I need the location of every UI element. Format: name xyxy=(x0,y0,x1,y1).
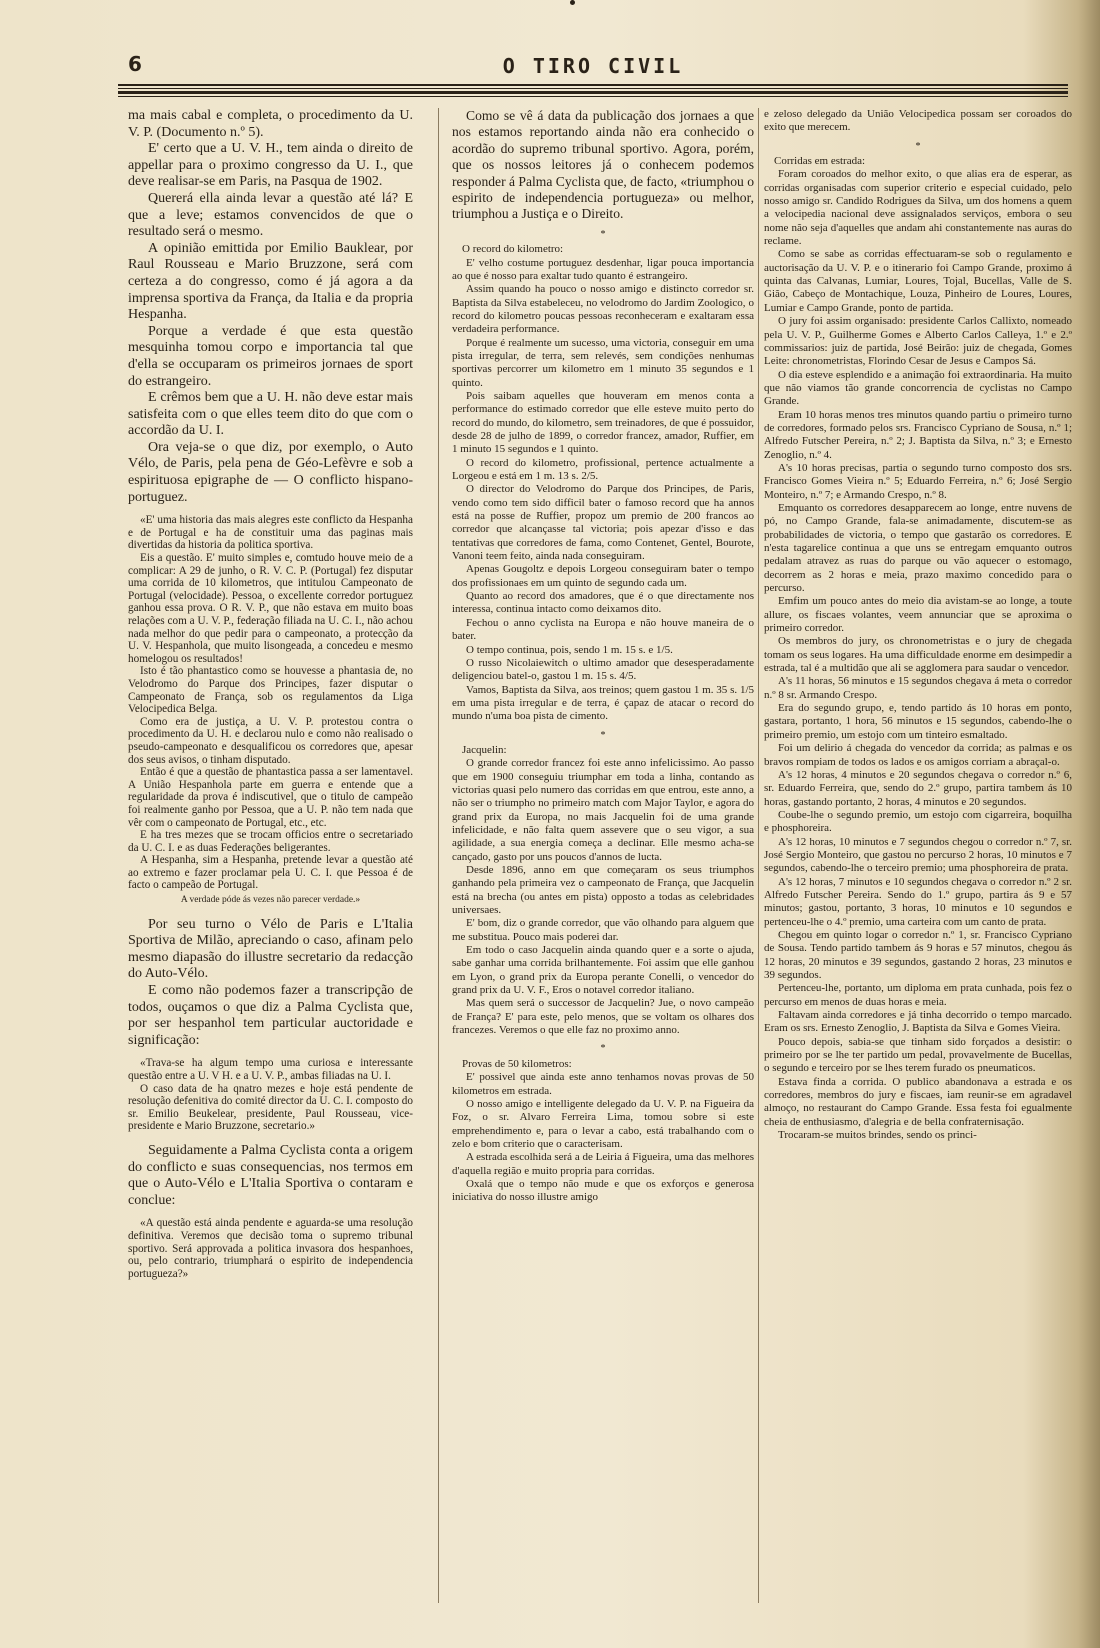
paragraph: Por seu turno o Vélo de Paris e L'Italia Sportiva de Milão, apreciando o caso, afinam pelo mesmo diapasão do illustre secretario da redacção do Auto-Vélo. xyxy=(128,916,413,982)
paragraph: E' bom, diz o grande corredor, que vão olhando para alguem que me substitua. Pouco mais poderei dar. xyxy=(452,917,754,943)
quotation-conclusion xyxy=(128,1217,413,1280)
quote-paragraph: «E' uma historia das mais alegres este conflicto da Hespanha e de Portugal e ha de constituir uma das paginas mais divertidas da historia da politica sportiva. xyxy=(128,514,413,552)
paragraph: Em todo o caso Jacquelin ainda quando quer e a sorte o ajuda, sabe ganhar uma corrida brilhantemente. Foi assim que elle ganhou em Lyon, o grand prix da Europa perante Conelli, o vencedor do grand prix da U. V. F., Eros o notavel corredor italiano. xyxy=(452,944,754,997)
paragraph: Emfim um pouco antes do meio dia avistam-se ao longe, a toute allure, os fiscaes volantes, veem annunciar que se aproxima o primeiro corredor. xyxy=(764,595,1072,635)
paragraph: A's 11 horas, 56 minutos e 15 segundos chegava á meta o corredor n.º 8 sr. Armando Crespo. xyxy=(764,675,1072,701)
quote-paragraph: A Hespanha, sim a Hespanha, pretende levar a questão até ao extremo e fazer proclamar pela U. C. I. que Pessoa é de facto o campeão de Portugal. xyxy=(128,854,413,892)
column-2 xyxy=(452,108,754,1636)
section-heading: Jacquelin: xyxy=(462,743,507,756)
paragraph: Foram coroados do melhor exito, o que alias era de esperar, as corridas organisadas com superior criterio e especial cuidado, pelo nosso amigo sr. Candido Rodrigues da Silva, um dos homens a quem a velocipedia nacional deve assignalados serviços, embora o seu nome não seja d'aquelles que andam ahi constantemente nas auras do reclame. xyxy=(764,168,1072,248)
paragraph: Pertenceu-lhe, portanto, um diploma em prata cunhada, pois fez o percurso em menos de duas horas e meia. xyxy=(764,982,1072,1008)
section-separator: * xyxy=(600,228,606,240)
paragraph: Porque a verdade é que esta questão mesquinha tomou corpo e importancia tal que d'ella se occuparam os primeiros jornaes de sport do estrangeiro. xyxy=(128,323,413,389)
paragraph: E como não podemos fazer a transcripção de todos, ouçamos o que diz a Palma Cyclista que, por ser hespanhol tem particular auctoridade e significação: xyxy=(128,983,413,1048)
paragraph: A's 10 horas precisas, partia o segundo turno composto dos srs. Francisco Gomes Vieira n.º 5; Eduardo Ferreira, n.º 6; José Sergio Monteiro, n.º 7; e Armando Crespo, n.º 8. xyxy=(764,461,1072,501)
paragraph: Seguidamente a Palma Cyclista conta a origem do conflicto e suas consequencias, nos termos em que o Auto-Vélo e L'Italia Sportiva o contaram e conclue: xyxy=(128,1142,413,1208)
quote-paragraph: «Trava-se ha algum tempo uma curiosa e interessante questão entre a U. V H. e a U. V. P., ambas filiadas na U. I. xyxy=(128,1057,413,1082)
paragraph: Foi um delirio á chegada do vencedor da corrida; as palmas e os bravos rompiam de todos os lados e os amigos corriam a abraçal-o. xyxy=(764,742,1072,768)
paragraph: Porque é realmente um sucesso, uma victoria, conseguir em uma pista irregular, de terra, sem relevés, sem condições nenhumas sportivas percorrer um kilometro em 1 minuto 35 segundos e 1 quinto. xyxy=(452,336,754,389)
paragraph: Como se vê á data da publicação dos jornaes a que nos estamos reportando ainda não era conhecido o acordão do supremo tribunal sportivo. Agora, porém, que os nossos leitores já o conhecem podemos responder á Palma Cyclista que, de facto, «triumphou o espirito de independencia portugueza» ou melhor, triumphou a Justiça e o Direito. xyxy=(452,108,754,222)
paragraph: O tempo continua, pois, sendo 1 m. 15 s. e 1/5. xyxy=(466,643,673,656)
section-heading: O record do kilometro: xyxy=(462,243,564,256)
paragraph: Era do segundo grupo, e, tendo partido ás 10 horas em ponto, gastara, portanto, 1 hora, 56 minutos e 15 segundos, cabendo-lhe o primeiro premio, um estojo com um tinteiro esmaltado. xyxy=(764,702,1072,741)
paragraph: Eram 10 horas menos tres minutos quando partiu o primeiro turno de corredores, formado pelos srs. Francisco Cypriano de Sousa, n.º 1; Alfredo Futscher Pereira, n.º 2; J. Baptista da Silva, n.º 3; e Ernesto Zenoglio, n.º 4. xyxy=(764,408,1072,461)
paragraph: Os membros do jury, os chronometristas e o jury de chegada tomam os seus logares. Ha uma difficuldade enorme em desimpedir a estrada, tal é a multidão que ali se agglomera para saudar o vencedor. xyxy=(764,635,1072,675)
column-3 xyxy=(764,108,1072,1636)
paragraph: Trocaram-se muitos brindes, sendo os princi- xyxy=(778,1129,977,1142)
paragraph: E crêmos bem que a U. H. não deve estar mais satisfeita com o que elles teem dito do que com o accordão da U. I. xyxy=(128,390,413,439)
quote-paragraph: E ha tres mezes que se trocam officios entre o secretariado da U. C. I. e as duas Federações beligerantes. xyxy=(128,829,413,854)
section-separator: * xyxy=(600,729,606,741)
paragraph: A opinião emittida por Emilio Bauklear, por Raul Rousseau e Mario Bruzzone, será com certeza a do congresso, como é já agora a da imprensa sportiva da França, da Italia e da propria Hespanha. xyxy=(128,240,413,323)
paragraph: O record do kilometro, profissional, pertence actualmente a Lorgeou e está em 1 m. 13 s. 2/5. xyxy=(452,456,754,483)
paragraph: E' velho costume portuguez desdenhar, ligar pouca importancia ao que é nosso para exaltar tudo quanto é estrangeiro. xyxy=(452,256,754,282)
column-divider xyxy=(758,108,759,1603)
paragraph: Apenas Gougoltz e depois Lorgeou conseguiram bater o tempo dos profissionaes em um quinto de segundo cada um. xyxy=(452,563,754,589)
quote-paragraph: «A questão está ainda pendente e aguarda-se uma resolução definitiva. Veremos que decisão toma o supremo tribunal sportivo. Será approvada a politica invasora dos hespanhoes, ou, pelo contrario, triumphará o espirito de independencia portugueza?» xyxy=(128,1217,413,1280)
paragraph: Ora veja-se o que diz, por exemplo, o Auto Vélo, de Paris, pela pena de Géo-Lefèvre e sob a espirituosa epigraphe de — O conflicto hispano-portuguez. xyxy=(128,439,413,505)
column-divider xyxy=(438,108,439,1603)
paragraph: Fechou o anno cyclista na Europa e não houve maneira de o bater. xyxy=(452,616,754,643)
paragraph: O dia esteve esplendido e a animação foi extraordinaria. Ha muito que não viamos tão grande concorrencia de cyclistas no Campo Grande. xyxy=(764,368,1072,408)
paragraph: A's 12 horas, 7 minutos e 10 segundos chegava o corredor n.º 2 sr. Alfredo Futscher Pereira. Sendo do 1.º grupo, partira ás 9 e 57 minutos; gastou, portanto, 3 horas, 10 minutos e 10 segundos e pertenceu-lhe o 4.º premio, uma carteira com um canto de prata. xyxy=(764,875,1072,928)
paragraph: Chegou em quinto logar o corredor n.º 1, sr. Francisco Cypriano de Sousa. Tendo partido tambem ás 9 horas e 57 minutos, chegou ás 12 horas, 20 minutos e 39 segundos, gastando 2 horas, 23 minutos e 39 segundos. xyxy=(764,928,1072,981)
paragraph: Quanto ao record dos amadores, que é o que directamente nos interessa, continua intacto como deixamos dito. xyxy=(452,590,754,616)
column-1 xyxy=(128,108,413,1636)
paragraph: ma mais cabal e completa, o procedimento da U. V. P. (Documento n.º 5). xyxy=(128,108,413,140)
masthead-title: O TIRO CIVIL xyxy=(502,54,684,78)
quote-paragraph: Isto é tão phantastico como se houvesse a phantasia de, no Velodromo do Parque dos Principes, fazer disputar o Campeonato de França, sob os regulamentos da Liga Velocipedica Belga. xyxy=(128,665,413,716)
paragraph: Oxalá que o tempo não mude e que os exforços e generosa iniciativa do nosso illustre amigo xyxy=(452,1177,754,1204)
print-mark xyxy=(570,0,575,5)
paragraph: E' possivel que ainda este anno tenhamos novas provas de 50 kilometros em estrada. xyxy=(452,1071,754,1097)
paragraph: Coube-lhe o segundo premio, um estojo com cigarreira, boquilha e phosphoreira. xyxy=(764,808,1072,835)
paragraph: Vamos, Baptista da Silva, aos treinos; quem gastou 1 m. 35 s. 1/5 em uma pista irregular e de terra, é çapaz de atacar o record do mundo n'uma boa pista de cimento. xyxy=(452,683,754,723)
quote-paragraph: Como era de justiça, a U. V. P. protestou contra o procedimento da U. H. e declarou nulo e como não realisado o pseudo-campeonato e desqualificou os corredores que, apesar dos seus avisos, o tinham disputado. xyxy=(128,715,413,766)
paragraph: O russo Nicolaiewitch o ultimo amador que desesperadamente deligenciou batel-o, gastou 1 m. 15 s. 4/5. xyxy=(452,656,754,683)
section-heading: Corridas em estrada: xyxy=(774,155,866,168)
paragraph: Pouco depois, sabia-se que tinham sido forçados a desistir: o primeiro por se lhe ter partido um pedal, provavelmente de Bucellas, o segundo e terceiro por se lhes terem furado os pneumaticos. xyxy=(764,1035,1072,1075)
paragraph: A's 12 horas, 4 minutos e 20 segundos chegava o corredor n.º 6, sr. Eduardo Ferreira, que, sendo do 2.º grupo, partira tambem ás 10 horas, gastando portanto, 2 horas, 4 minutos e 20 segundos. xyxy=(764,768,1072,808)
page-header xyxy=(118,48,1068,84)
paragraph: e zeloso delegado da União Velocipedica possam ser coroados do exito que merecem. xyxy=(764,108,1072,134)
paragraph: Desde 1896, anno em que começaram os seus triumphos ganhando pela primeira vez o campeonato de França, que Jacquelin está na brecha (ou antes em pista) opposto a todas as celebridades universaes. xyxy=(452,864,754,917)
quotation-auto-velo xyxy=(128,514,413,906)
paragraph: Quererá ella ainda levar a questão até lá? E que a leve; estamos convencidos de que o resultado será o mesmo. xyxy=(128,190,413,240)
header-rules xyxy=(118,84,1068,98)
page-number: 6 xyxy=(128,52,142,76)
section-separator: * xyxy=(600,1043,606,1055)
quote-paragraph: Eis a questão. E' muito simples e, comtudo houve meio de a complicar: A 29 de junho, o R. V. C. P. (Portugal) fez disputar uma corrida de 10 kilometros, que intitulou Campeonato de Portugal (velocidade). Pessoa, o excellente corredor portuguez ganhou essa prova. O R. V. P., que não estava em muito boas relações com a U. V. P., federação filiada na U. C. I., não achou nada melhor do que pedir para o campeonato, a protecção da U. V. Hespanhola, que muito lisongeada, a concedeu e mesmo homelogou os resultados! xyxy=(128,552,413,665)
quote-paragraph: Então é que a questão de phantastica passa a ser lamentavel. A União Hespanhola parte em guerra e entende que a regularidade da prova é indiscutivel, que o titulo de campeão foi realmente ganho por Pessoa, que a U. P. não tem nada que vêr com o campeonato de Portugal, etc., etc. xyxy=(128,766,413,829)
section-heading: Provas de 50 kilometros: xyxy=(462,1057,572,1070)
paragraph: Assim quando ha pouco o nosso amigo e distincto corredor sr. Baptista da Silva estabeleceu, no velodromo do Jardim Zoologico, o record do kilometro poucas pessoas reconheceram e exaltaram essa verdadeira performance. xyxy=(452,283,754,336)
quote-closing: A verdade póde ás vezes não parecer verdade.» xyxy=(180,895,361,906)
paragraph: A estrada escolhida será a de Leiria á Figueira, uma das melhores d'aquella região e muito propria para corridas. xyxy=(452,1151,754,1177)
paragraph: O director do Velodromo do Parque dos Principes, de Paris, vendo como tem sido difficil bater o famoso record que ha annos está na posse de Ruffier, propoz um premio de 200 francos ao corredor que alcançasse tal victoria; pois apezar d'isso e das tentativas que corredores de fama, como Contenet, Gentel, Bourote, Vanoni teem feito, ainda nada conseguiram. xyxy=(452,483,754,563)
paragraph: Pois saibam aquelles que houveram em menos conta a performance do estimado corredor que elle esteve muito perto do record do mundo, do kilometro, sem treinadores, de que é possuidor, desde 28 de julho de 1899, o corredor francez, amador, Ruffier, em 1 minuto 15 segundos e 1 quinto. xyxy=(452,389,754,456)
paragraph: Mas quem será o successor de Jacquelin? Jue, o novo campeão de França? E' para este, pelo menos, que se voltam os olhares dos francezes. Veremos o que elle faz no proximo anno. xyxy=(452,997,754,1037)
quotation-palma-cyclista xyxy=(128,1057,413,1133)
paragraph: Emquanto os corredores desapparecem ao longe, entre nuvens de pó, no Campo Grande, fala-se animadamente, discutem-se as probabilidades de victoria, o tempo que gastarão os corredores. E n'esta tagarelice continua a que uns se entregam emquanto outros pedalam atravez as ruas do parque ou vão aquecer o estomago, decorrem as 2 horas e meia, prazo maximo concedido para o percurso. xyxy=(764,501,1072,595)
paragraph: A's 12 horas, 10 minutos e 7 segundos chegou o corredor n.º 7, sr. José Sergio Monteiro, que gastou no percurso 2 horas, 10 minutos e 7 segundos, cabendo-lhe o terceiro premio; uma phosphoreira de prata. xyxy=(764,835,1072,875)
paragraph: O nosso amigo e intelligente delegado da U. V. P. na Figueira da Foz, o sr. Alvaro Ferreira Lima, tomou sobre si este emprehendimento e, para o levar a cabo, está trabalhando com o zelo e bom criterio que o caracterisam. xyxy=(452,1097,754,1150)
paragraph: O grande corredor francez foi este anno infelicissimo. Ao passo que em 1900 conseguiu triumphar em toda a linha, contando as victorias quasi pelo numero das corridas em que entrou, este anno, a não ser o triumpho no primeiro match com Major Taylor, e agora do grand prix da Europa, no mais Jacquelin foi de uma grande infelicidade, e não falta quem assevere que o seu vigor, a sua agilidade, a sua energia começa a declinar. Elle mesmo acha-se cançado, gasto por uns poucos d'annos de lucta. xyxy=(452,757,754,863)
quote-paragraph: O caso data de ha qnatro mezes e hoje está pendente de resolução defenitiva do comité director da U. C. I. composto do sr. Emilio Beukelear, presidente, Paul Rousseau, vice-presidente e Mario Bruzzone, secretario.» xyxy=(128,1082,413,1133)
paragraph: E' certo que a U. V. H., tem ainda o direito de appellar para o proximo congresso da U. I., que deve realisar-se em Paris, na Pasqua de 1902. xyxy=(128,141,413,190)
paragraph: Faltavam ainda corredores e já tinha decorrido o tempo marcado. Eram os srs. Ernesto Zenoglio, J. Baptista da Silva e Gomes Vieira. xyxy=(764,1009,1072,1035)
section-separator: * xyxy=(915,140,921,152)
paragraph: O jury foi assim organisado: presidente Carlos Callixto, nomeado pela U. V. P., Guilherme Gomes e Alberto Carlos Calleya, 1.º e 2.º commissarios: juiz de partida, José Beirão: juiz de chegada, Gomes Leite: chronometristas, Florindo Cesar de Jesus e Campos Sá. xyxy=(764,315,1072,368)
paragraph: Como se sabe as corridas effectuaram-se sob o regulamento e auctorisação da U. V. P. e o itinerario foi Campo Grande, proximo á quinta das Calvanas, Lumiar, Loures, Tojal, Bucellas, Valle de S. Gião, Cabeço de Montachique, Louza, Pinheiro de Loures, Loures, Lumiar e Campo Grande, ponto de partida. xyxy=(764,248,1072,314)
paragraph: Estava finda a corrida. O publico abandonava a estrada e os corredores, membros do jury e fiscaes, iam reunir-se em agradavel almoço, no restaurant do Campo Grande. Essa festa foi egualmente cheia de enthusiasmo, d'alegria e de bella confraternisação. xyxy=(764,1075,1072,1128)
